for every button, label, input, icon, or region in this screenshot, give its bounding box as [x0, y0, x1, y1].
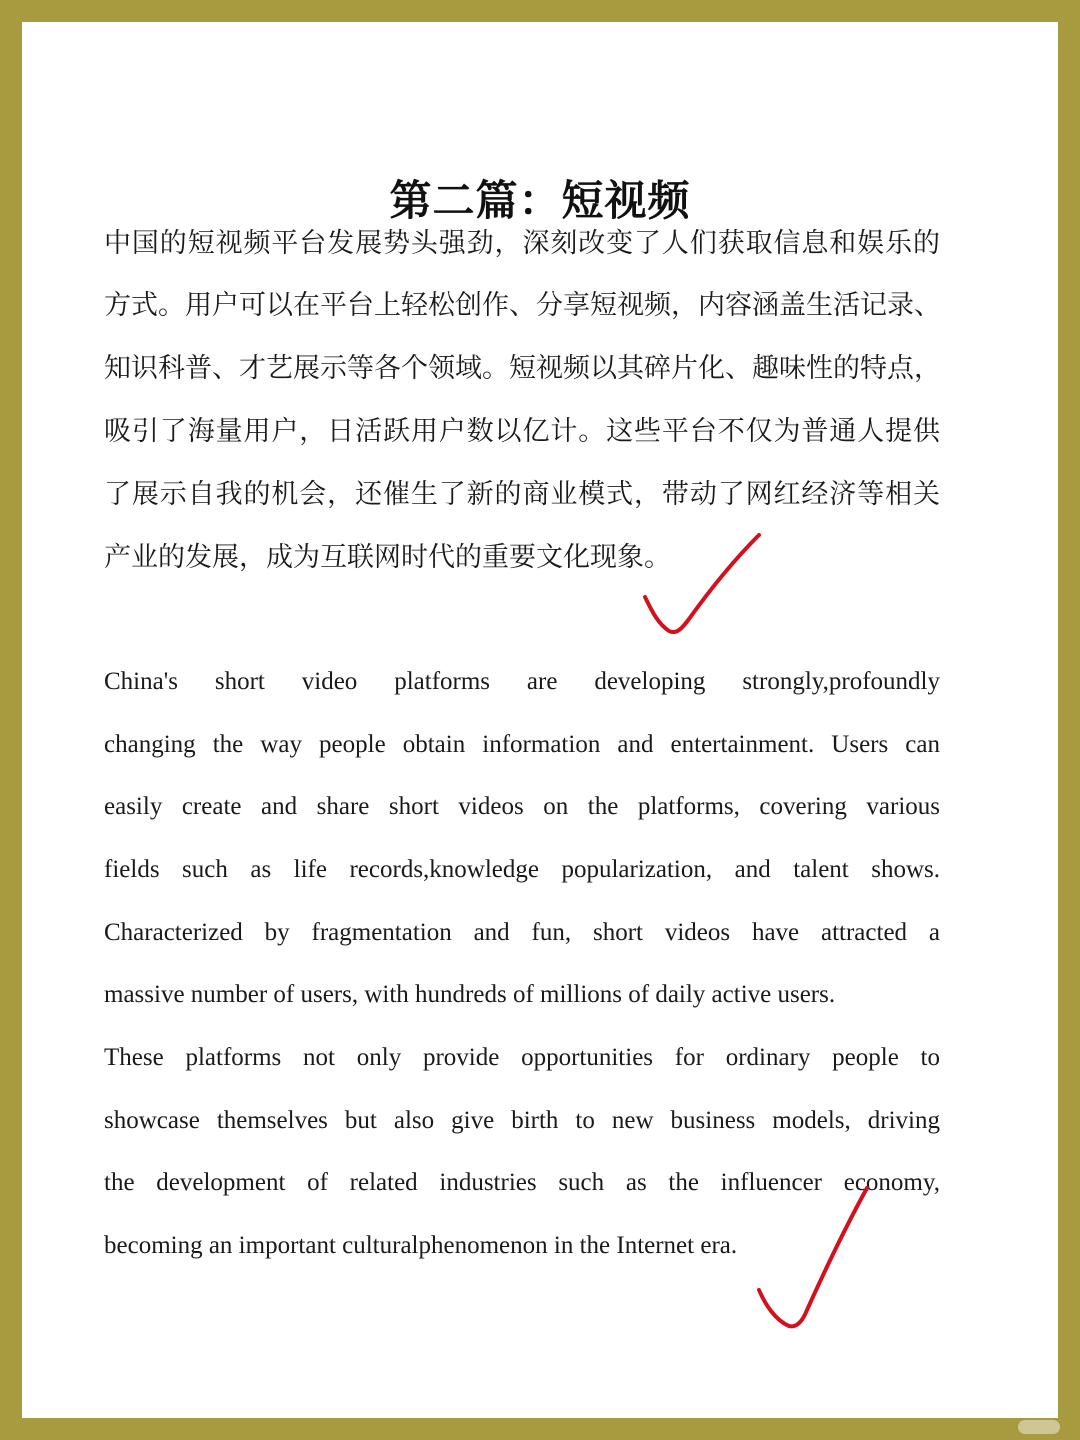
checkmark-icon	[747, 1180, 877, 1335]
chinese-line: 产业的发展，成为互联网时代的重要文化现象。	[104, 542, 671, 573]
english-line: easily create and share short videos on the platforms, covering various	[104, 793, 940, 820]
english-line: Characterized by fragmentation and fun, short videos have attracted a	[104, 919, 940, 946]
english-line: fields such as life records,knowledge popularization, and talent shows.	[104, 856, 940, 883]
english-line: changing the way people obtain information and entertainment. Users can	[104, 731, 940, 758]
english-line: the development of related industries such as the influencer economy,	[104, 1169, 940, 1196]
checkmark-icon	[637, 527, 767, 642]
english-line: These platforms not only provide opportunities for ordinary people to	[104, 1044, 940, 1071]
english-line: massive number of users, with hundreds of millions of daily active users.	[104, 981, 836, 1008]
chinese-line: 了展示自我的机会，还催生了新的商业模式，带动了网红经济等相关	[104, 479, 940, 510]
english-line: showcase themselves but also give birth to new business models, driving	[104, 1107, 940, 1134]
english-line: becoming an important culturalphenomenon in the Internet era.	[104, 1232, 738, 1259]
document-page	[22, 22, 1058, 1418]
watermark	[1018, 1420, 1060, 1434]
chinese-line: 吸引了海量用户，日活跃用户数以亿计。这些平台不仅为普通人提供	[104, 416, 940, 447]
chinese-line: 知识科普、才艺展示等各个领域。短视频以其碎片化、趣味性的特点，	[104, 353, 941, 384]
chinese-line: 方式。用户可以在平台上轻松创作、分享短视频，内容涵盖生活记录、	[104, 290, 941, 321]
chinese-line: 中国的短视频平台发展势头强劲，深刻改变了人们获取信息和娱乐的	[104, 228, 940, 259]
english-line: China's short video platforms are developing strongly,profoundly	[104, 668, 940, 695]
page-title: 第二篇：短视频	[389, 179, 691, 225]
